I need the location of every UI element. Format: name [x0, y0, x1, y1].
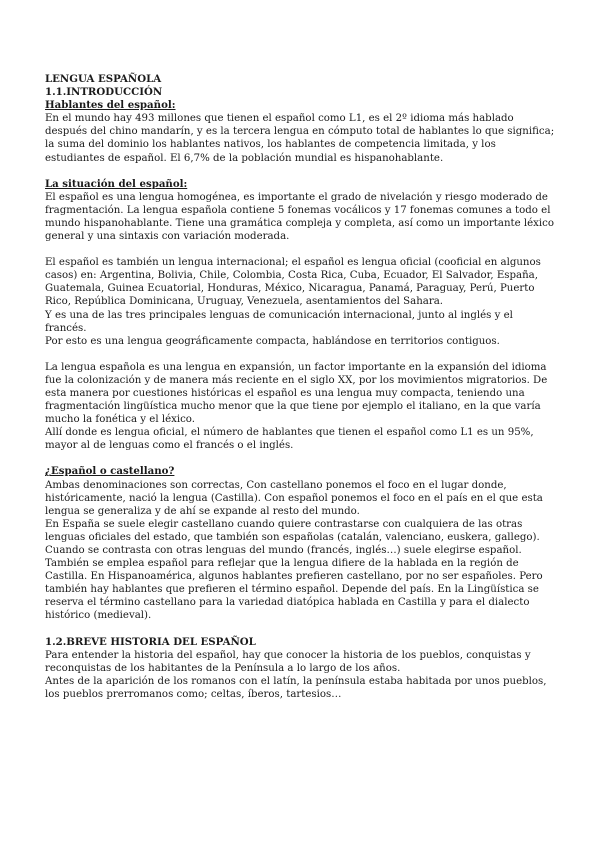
- paragraph: La lengua española es una lengua en expansión, un factor importante en la expansión del idioma fue la colonización y de manera más reciente en el siglo XX, por los movimientos migratorios. De esta manera por cuestiones históricas el español es una lengua muy compacta, teniendo una fragmentación lingüística mucho menor que la que tiene por ejemplo el italiano, en la que varía mucho la fonética y el léxico.: [45, 361, 548, 426]
- paragraph: Allí donde es lengua oficial, el número de hablantes que tienen el español como L1 es un 95%, mayor al de lenguas como el francés o el inglés.: [45, 427, 534, 452]
- paragraph: Ambas denominaciones son correctas, Con castellano ponemos el foco en el lugar donde, históricamente, nació la lengua (Castilla). Con español ponemos el foco en el país en el que esta lengua se generaliza y de ahí se expande al resto del mundo.: [45, 479, 543, 517]
- subheading-espanol-castellano: ¿Español o castellano?: [45, 465, 175, 478]
- document-body: [45, 73, 555, 701]
- document-title: LENGUA ESPAÑOLA: [45, 73, 162, 85]
- paragraph: En España se suele elegir castellano cuando quiere contrastarse con cualquiera de las otras lenguas oficiales del estado, que también son españolas (catalán, valenciano, euskera, gallego). Cuando se contrasta con otras lenguas del mundo (francés, inglés…) suele elegirse español. También se emplea español para reflejar que la lengua difiere de la hablada en la región de Castilla. En Hispanoamérica, algunos hablantes prefieren castellano, por no ser españoles. Pero también hay hablantes que prefieren el término español. Depende del país. En la Lingüística se reserva el término castellano para la variedad diatópica hablada en Castilla y para el dialecto histórico (medieval).: [45, 518, 543, 622]
- paragraph: El español es una lengua homogénea, es importante el grado de nivelación y riesgo moderado de fragmentación. La lengua española contiene 5 fonemas vocálicos y 17 fonemas comunes a todo el mundo hispanohablante. Tiene una gramática compleja y completa, así como un importante léxico general y una sintaxis con variación moderada.: [45, 191, 554, 243]
- section-heading-historia: 1.2.BREVE HISTORIA DEL ESPAÑOL: [45, 635, 256, 648]
- subheading-hablantes: Hablantes del español:: [45, 99, 176, 112]
- paragraph: Y es una de las tres principales lenguas de comunicación internacional, junto al inglés y el francés.: [45, 309, 513, 334]
- paragraph: En el mundo hay 493 millones que tienen el español como L1, es el 2º idioma más hablado después del chino mandarín, y es la tercera lengua en cómputo total de hablantes lo que significa; la suma del dominio los hablantes nativos, los hablantes de competencia limitada, y los estudiantes de español. El 6,7% de la población mundial es hispanohablante.: [45, 113, 555, 164]
- subheading-situacion: La situación del español:: [45, 177, 188, 190]
- paragraph: El español es también un lengua internacional; el español es lengua oficial (cooficial en algunos casos) en: Argentina, Bolivia, Chile, Colombia, Costa Rica, Cuba, Ecuador, El Salvador, España, Guatemala, Guinea Ecuatorial, Honduras, México, Nicaragua, Panamá, Paraguay, Perú, Puerto Rico, República Dominicana, Uruguay, Venezuela, asentamientos del Sahara.: [45, 257, 541, 308]
- paragraph: Por esto es una lengua geográficamente compacta, hablándose en territorios contiguos.: [45, 335, 500, 347]
- paragraph: Para entender la historia del español, hay que conocer la historia de los pueblos, conquistas y reconquistas de los habitantes de la Península a lo largo de los años.: [45, 649, 531, 674]
- paragraph: Antes de la aparición de los romanos con el latín, la península estaba habitada por unos pueblos, los pueblos prerromanos como; celtas, íberos, tartesios…: [45, 675, 547, 700]
- section-heading-introduccion: 1.1.INTRODUCCIÓN: [45, 86, 163, 99]
